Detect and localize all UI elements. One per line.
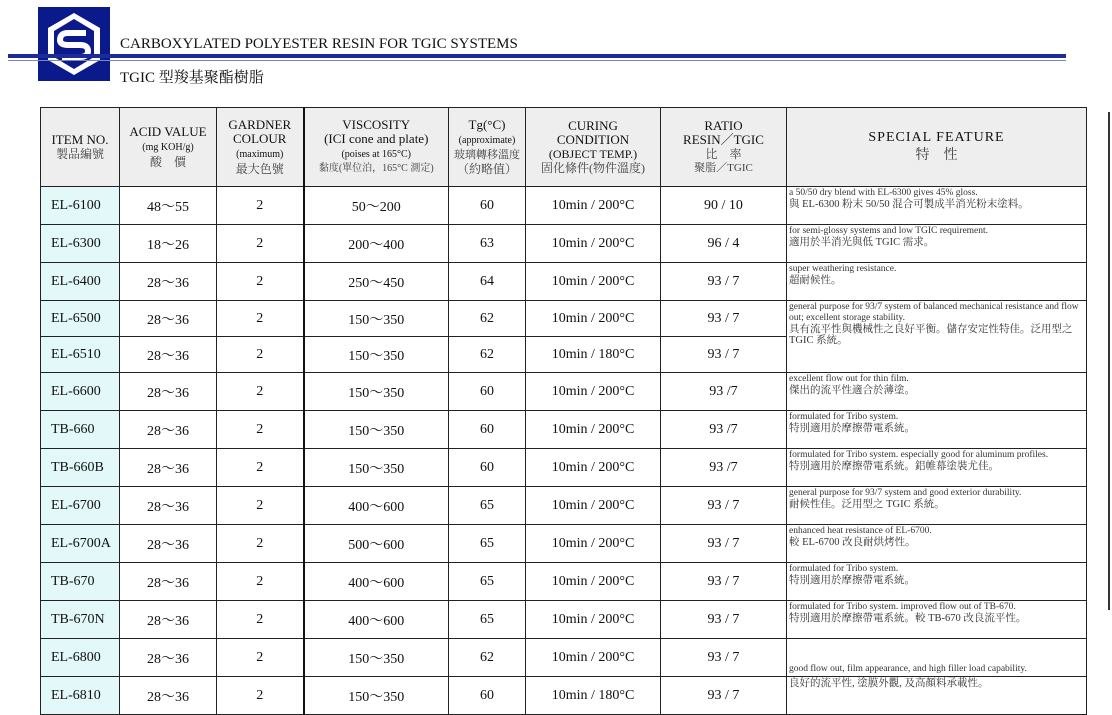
- col-unit: (mg KOH/g): [142, 142, 194, 153]
- col-label-zh: 黏度(單位泊，165°C 測定): [318, 163, 434, 174]
- viscosity-cell: 150～350: [304, 373, 449, 411]
- item-no-cell: TB-660: [41, 411, 120, 449]
- col-curing: [526, 108, 661, 187]
- acid-value-cell: 28～36: [120, 373, 217, 411]
- acid-value-cell: 28～36: [120, 337, 217, 373]
- col-label: COLOUR: [233, 131, 287, 146]
- special-feature-cell: [787, 601, 1087, 639]
- curing-condition-cell: [526, 411, 661, 449]
- curing-condition-cell: [526, 601, 661, 639]
- special-feature-cell: [787, 525, 1087, 563]
- feature-en: super weathering resistance.: [789, 264, 897, 274]
- col-label: ITEM NO.: [51, 132, 109, 147]
- tg-value-cell: 62: [449, 639, 526, 677]
- col-label-zh: 製品編號: [55, 147, 104, 161]
- col-label: (OBJECT TEMP.): [548, 147, 638, 161]
- acid-value-cell: 48～55: [120, 187, 217, 225]
- curing-text: 10min / 200°C: [551, 573, 635, 589]
- item-no-cell: TB-660B: [41, 449, 120, 487]
- special-feature-cell: [787, 563, 1087, 601]
- col-label: CONDITION: [556, 132, 630, 147]
- acid-value-cell: 28～36: [120, 411, 217, 449]
- gardner-colour-cell: 2: [217, 373, 304, 411]
- col-label: (ICI cone and plate): [324, 131, 429, 146]
- curing-text: 10min / 200°C: [551, 273, 635, 289]
- viscosity-cell: 250～450: [304, 263, 449, 301]
- tg-value-cell: 64: [449, 263, 526, 301]
- col-label-zh: 玻璃轉移溫度: [454, 149, 520, 161]
- company-logo: [38, 7, 110, 81]
- curing-text: 10min / 200°C: [551, 421, 635, 437]
- acid-value-cell: 28～36: [120, 301, 217, 337]
- feature-zh: 具有流平性與機械性之良好平衡。儲存安定性特佳。泛用型之 TGIC 系統。: [789, 324, 1073, 346]
- table-row: [41, 525, 1087, 563]
- gardner-colour-cell: 2: [217, 337, 304, 373]
- ratio-cell: 96 / 4: [661, 225, 787, 263]
- ratio-cell: 93 / 7: [661, 525, 787, 563]
- feature-zh: 與 EL-6300 粉末 50/50 混合可製成半消光粉末塗料。: [789, 199, 1029, 210]
- curing-condition-cell: [526, 187, 661, 225]
- col-label: RESIN／TGIC: [683, 132, 764, 147]
- ratio-cell: 93 / 7: [661, 639, 787, 677]
- table-row: [41, 449, 1087, 487]
- gardner-colour-cell: 2: [217, 263, 304, 301]
- ratio-cell: 93 / 7: [661, 301, 787, 337]
- acid-value-cell: 28～36: [120, 677, 217, 715]
- item-no-cell: EL-6500: [41, 301, 120, 337]
- special-feature-cell: [787, 187, 1087, 225]
- header-rule-thin: [8, 60, 1066, 61]
- gardner-colour-cell: 2: [217, 639, 304, 677]
- feature-zh: 特別適用於摩擦帶電系統。鋁帷幕塗裝尤佳。: [789, 461, 999, 472]
- curing-condition-cell: [526, 373, 661, 411]
- viscosity-cell: 400～600: [304, 601, 449, 639]
- col-acid: [120, 108, 217, 187]
- feature-zh: 適用於半消光與低 TGIC 需求。: [789, 237, 935, 248]
- curing-text: 10min / 180°C: [551, 687, 635, 703]
- curing-text: 10min / 200°C: [551, 197, 635, 213]
- special-feature-cell: [787, 263, 1087, 301]
- acid-value-cell: 28～36: [120, 525, 217, 563]
- ratio-cell: 93 / 7: [661, 487, 787, 525]
- tg-value-cell: 63: [449, 225, 526, 263]
- feature-zh: 傑出的流平性適合於薄塗。: [789, 385, 915, 396]
- curing-condition-cell: [526, 225, 661, 263]
- tg-value-cell: 60: [449, 187, 526, 225]
- page-title: CARBOXYLATED POLYESTER RESIN FOR TGIC SYSTEMS: [120, 36, 518, 52]
- col-item: [41, 108, 120, 187]
- col-label: CURING: [568, 118, 618, 133]
- tg-value-cell: 60: [449, 449, 526, 487]
- feature-zh: 特別適用於摩擦帶電系統。: [789, 423, 915, 434]
- item-no-cell: EL-6700A: [41, 525, 120, 563]
- gardner-colour-cell: 2: [217, 677, 304, 715]
- curing-text: 10min / 200°C: [551, 459, 635, 475]
- tg-value-cell: 60: [449, 411, 526, 449]
- table-row: [41, 487, 1087, 525]
- col-unit: (maximum): [236, 149, 284, 160]
- table-row: [41, 225, 1087, 263]
- table-row: [41, 373, 1087, 411]
- item-no-cell: EL-6810: [41, 677, 120, 715]
- curing-text: 10min / 180°C: [551, 346, 635, 362]
- viscosity-cell: 150～350: [304, 639, 449, 677]
- col-unit: (poises at 165°C): [341, 149, 412, 160]
- curing-condition-cell: [526, 639, 661, 677]
- feature-zh: 特別適用於摩擦帶電系統。較 TB-670 改良流平性。: [789, 613, 1027, 624]
- table-row: [41, 187, 1087, 225]
- tg-value-cell: 65: [449, 563, 526, 601]
- viscosity-cell: 150～350: [304, 677, 449, 715]
- feature-zh: 良好的流平性, 塗膜外觀, 及高顏料承載性。: [789, 678, 989, 689]
- col-label: GARDNER: [228, 117, 292, 132]
- curing-condition-cell: [526, 677, 661, 715]
- feature-en: general purpose for 93/7 system and good exterior durability.: [789, 488, 1022, 498]
- item-no-cell: EL-6510: [41, 337, 120, 373]
- acid-value-cell: 28～36: [120, 263, 217, 301]
- feature-en: for semi-glossy systems and low TGIC requirement.: [789, 226, 989, 236]
- col-label-zh: 酸 價: [149, 155, 186, 169]
- table-row: [41, 301, 1087, 337]
- col-label-zh: 聚脂／TGIC: [694, 162, 753, 174]
- acid-value-cell: 18～26: [120, 225, 217, 263]
- item-no-cell: TB-670N: [41, 601, 120, 639]
- item-no-cell: EL-6100: [41, 187, 120, 225]
- feature-zh: 超耐候性。: [789, 275, 842, 286]
- tg-value-cell: 65: [449, 525, 526, 563]
- curing-text: 10min / 200°C: [551, 235, 635, 251]
- gardner-colour-cell: 2: [217, 487, 304, 525]
- gardner-colour-cell: 2: [217, 601, 304, 639]
- feature-en: enhanced heat resistance of EL-6700.: [789, 526, 932, 536]
- col-label: VISCOSITY: [342, 117, 411, 132]
- tg-value-cell: 62: [449, 337, 526, 373]
- gardner-colour-cell: 2: [217, 301, 304, 337]
- item-no-cell: EL-6400: [41, 263, 120, 301]
- col-label-zh: 最大色號: [235, 162, 284, 176]
- viscosity-cell: 400～600: [304, 487, 449, 525]
- ratio-cell: 93 / 7: [661, 337, 787, 373]
- curing-text: 10min / 200°C: [551, 383, 635, 399]
- curing-text: 10min / 200°C: [551, 535, 635, 551]
- special-feature-cell: [787, 373, 1087, 411]
- curing-condition-cell: [526, 487, 661, 525]
- special-feature-cell: [787, 639, 1087, 677]
- viscosity-cell: 500～600: [304, 525, 449, 563]
- curing-condition-cell: [526, 337, 661, 373]
- col-label-zh: 固化條件(物件溫度): [541, 161, 645, 175]
- curing-condition-cell: [526, 563, 661, 601]
- viscosity-cell: 400～600: [304, 563, 449, 601]
- acid-value-cell: 28～36: [120, 601, 217, 639]
- table-row: [41, 677, 1087, 715]
- curing-text: 10min / 200°C: [551, 310, 635, 326]
- tg-value-cell: 60: [449, 373, 526, 411]
- item-no-cell: EL-6600: [41, 373, 120, 411]
- table-row: [41, 563, 1087, 601]
- tg-value-cell: 60: [449, 677, 526, 715]
- special-feature-cell: [787, 225, 1087, 263]
- product-table: [40, 107, 1087, 715]
- ratio-cell: 93 / 7: [661, 263, 787, 301]
- col-feature: [787, 108, 1087, 187]
- feature-zh: 特別適用於摩擦帶電系統。: [789, 575, 915, 586]
- acid-value-cell: 28～36: [120, 639, 217, 677]
- item-no-cell: EL-6800: [41, 639, 120, 677]
- col-label: Tg(°C): [468, 117, 506, 132]
- item-no-cell: EL-6300: [41, 225, 120, 263]
- feature-en: a 50/50 dry blend with EL-6300 gives 45% gloss.: [789, 188, 978, 198]
- viscosity-cell: 150～350: [304, 301, 449, 337]
- feature-en: formulated for Tribo system. especially good for aluminum profiles.: [789, 450, 1049, 460]
- ratio-cell: 93 /7: [661, 373, 787, 411]
- curing-condition-cell: [526, 449, 661, 487]
- ratio-cell: 93 /7: [661, 449, 787, 487]
- col-label-zh: （約略值）: [456, 162, 517, 176]
- col-ratio: [661, 108, 787, 187]
- curing-condition-cell: [526, 263, 661, 301]
- gardner-colour-cell: 2: [217, 563, 304, 601]
- viscosity-cell: 150～350: [304, 337, 449, 373]
- item-no-cell: EL-6700: [41, 487, 120, 525]
- feature-en: general purpose for 93/7 system of balanced mechanical resistance and flow out; excellent storage stability.: [789, 302, 1079, 323]
- curing-condition-cell: [526, 525, 661, 563]
- acid-value-cell: 28～36: [120, 487, 217, 525]
- special-feature-cell: [787, 301, 1087, 373]
- special-feature-cell: [787, 487, 1087, 525]
- col-label: ACID VALUE: [129, 124, 207, 139]
- col-label: SPECIAL FEATURE: [868, 130, 1005, 145]
- page-subtitle: TGIC 型羧基聚酯樹脂: [120, 70, 264, 86]
- col-label-zh: 比 率: [705, 147, 742, 161]
- viscosity-cell: 150～350: [304, 411, 449, 449]
- ratio-cell: 93 / 7: [661, 601, 787, 639]
- table-header-row: [41, 108, 1087, 187]
- col-label: RATIO: [704, 118, 743, 133]
- table-row: [41, 263, 1087, 301]
- col-unit: (approximate): [458, 135, 516, 146]
- viscosity-cell: 200～400: [304, 225, 449, 263]
- curing-text: 10min / 200°C: [551, 649, 635, 665]
- table-row: [41, 411, 1087, 449]
- col-tg: [449, 108, 526, 187]
- feature-en: good flow out, film appearance, and high filler load capability.: [789, 664, 1027, 674]
- col-viscosity: [304, 108, 449, 187]
- curing-text: 10min / 200°C: [551, 497, 635, 513]
- acid-value-cell: 28～36: [120, 449, 217, 487]
- ratio-cell: 93 /7: [661, 411, 787, 449]
- feature-zh: 耐候性佳。泛用型之 TGIC 系統。: [789, 499, 945, 510]
- feature-en: excellent flow out for thin film.: [789, 374, 909, 384]
- feature-en: formulated for Tribo system.: [789, 412, 899, 422]
- gardner-colour-cell: 2: [217, 187, 304, 225]
- feature-en: formulated for Tribo system.: [789, 564, 899, 574]
- gardner-colour-cell: 2: [217, 449, 304, 487]
- viscosity-cell: 50～200: [304, 187, 449, 225]
- gardner-colour-cell: 2: [217, 225, 304, 263]
- special-feature-cell: [787, 449, 1087, 487]
- tg-value-cell: 65: [449, 487, 526, 525]
- curing-condition-cell: [526, 301, 661, 337]
- special-feature-cell: [787, 411, 1087, 449]
- feature-en: formulated for Tribo system. improved flow out of TB-670.: [789, 602, 1016, 612]
- tg-value-cell: 65: [449, 601, 526, 639]
- ratio-cell: 93 / 7: [661, 677, 787, 715]
- ratio-cell: 90 / 10: [661, 187, 787, 225]
- gardner-colour-cell: 2: [217, 525, 304, 563]
- gardner-colour-cell: 2: [217, 411, 304, 449]
- table-row: [41, 601, 1087, 639]
- page-edge-divider: [1108, 112, 1110, 610]
- viscosity-cell: 150～350: [304, 449, 449, 487]
- table-row: [41, 639, 1087, 677]
- feature-zh: 較 EL-6700 改良耐烘烤性。: [789, 537, 916, 548]
- header-rule: [8, 54, 1066, 58]
- acid-value-cell: 28～36: [120, 563, 217, 601]
- curing-text: 10min / 200°C: [551, 611, 635, 627]
- special-feature-cell: [787, 677, 1087, 715]
- col-label-zh: 特 性: [915, 148, 958, 163]
- tg-value-cell: 62: [449, 301, 526, 337]
- ratio-cell: 93 / 7: [661, 563, 787, 601]
- item-no-cell: TB-670: [41, 563, 120, 601]
- col-colour: [217, 108, 304, 187]
